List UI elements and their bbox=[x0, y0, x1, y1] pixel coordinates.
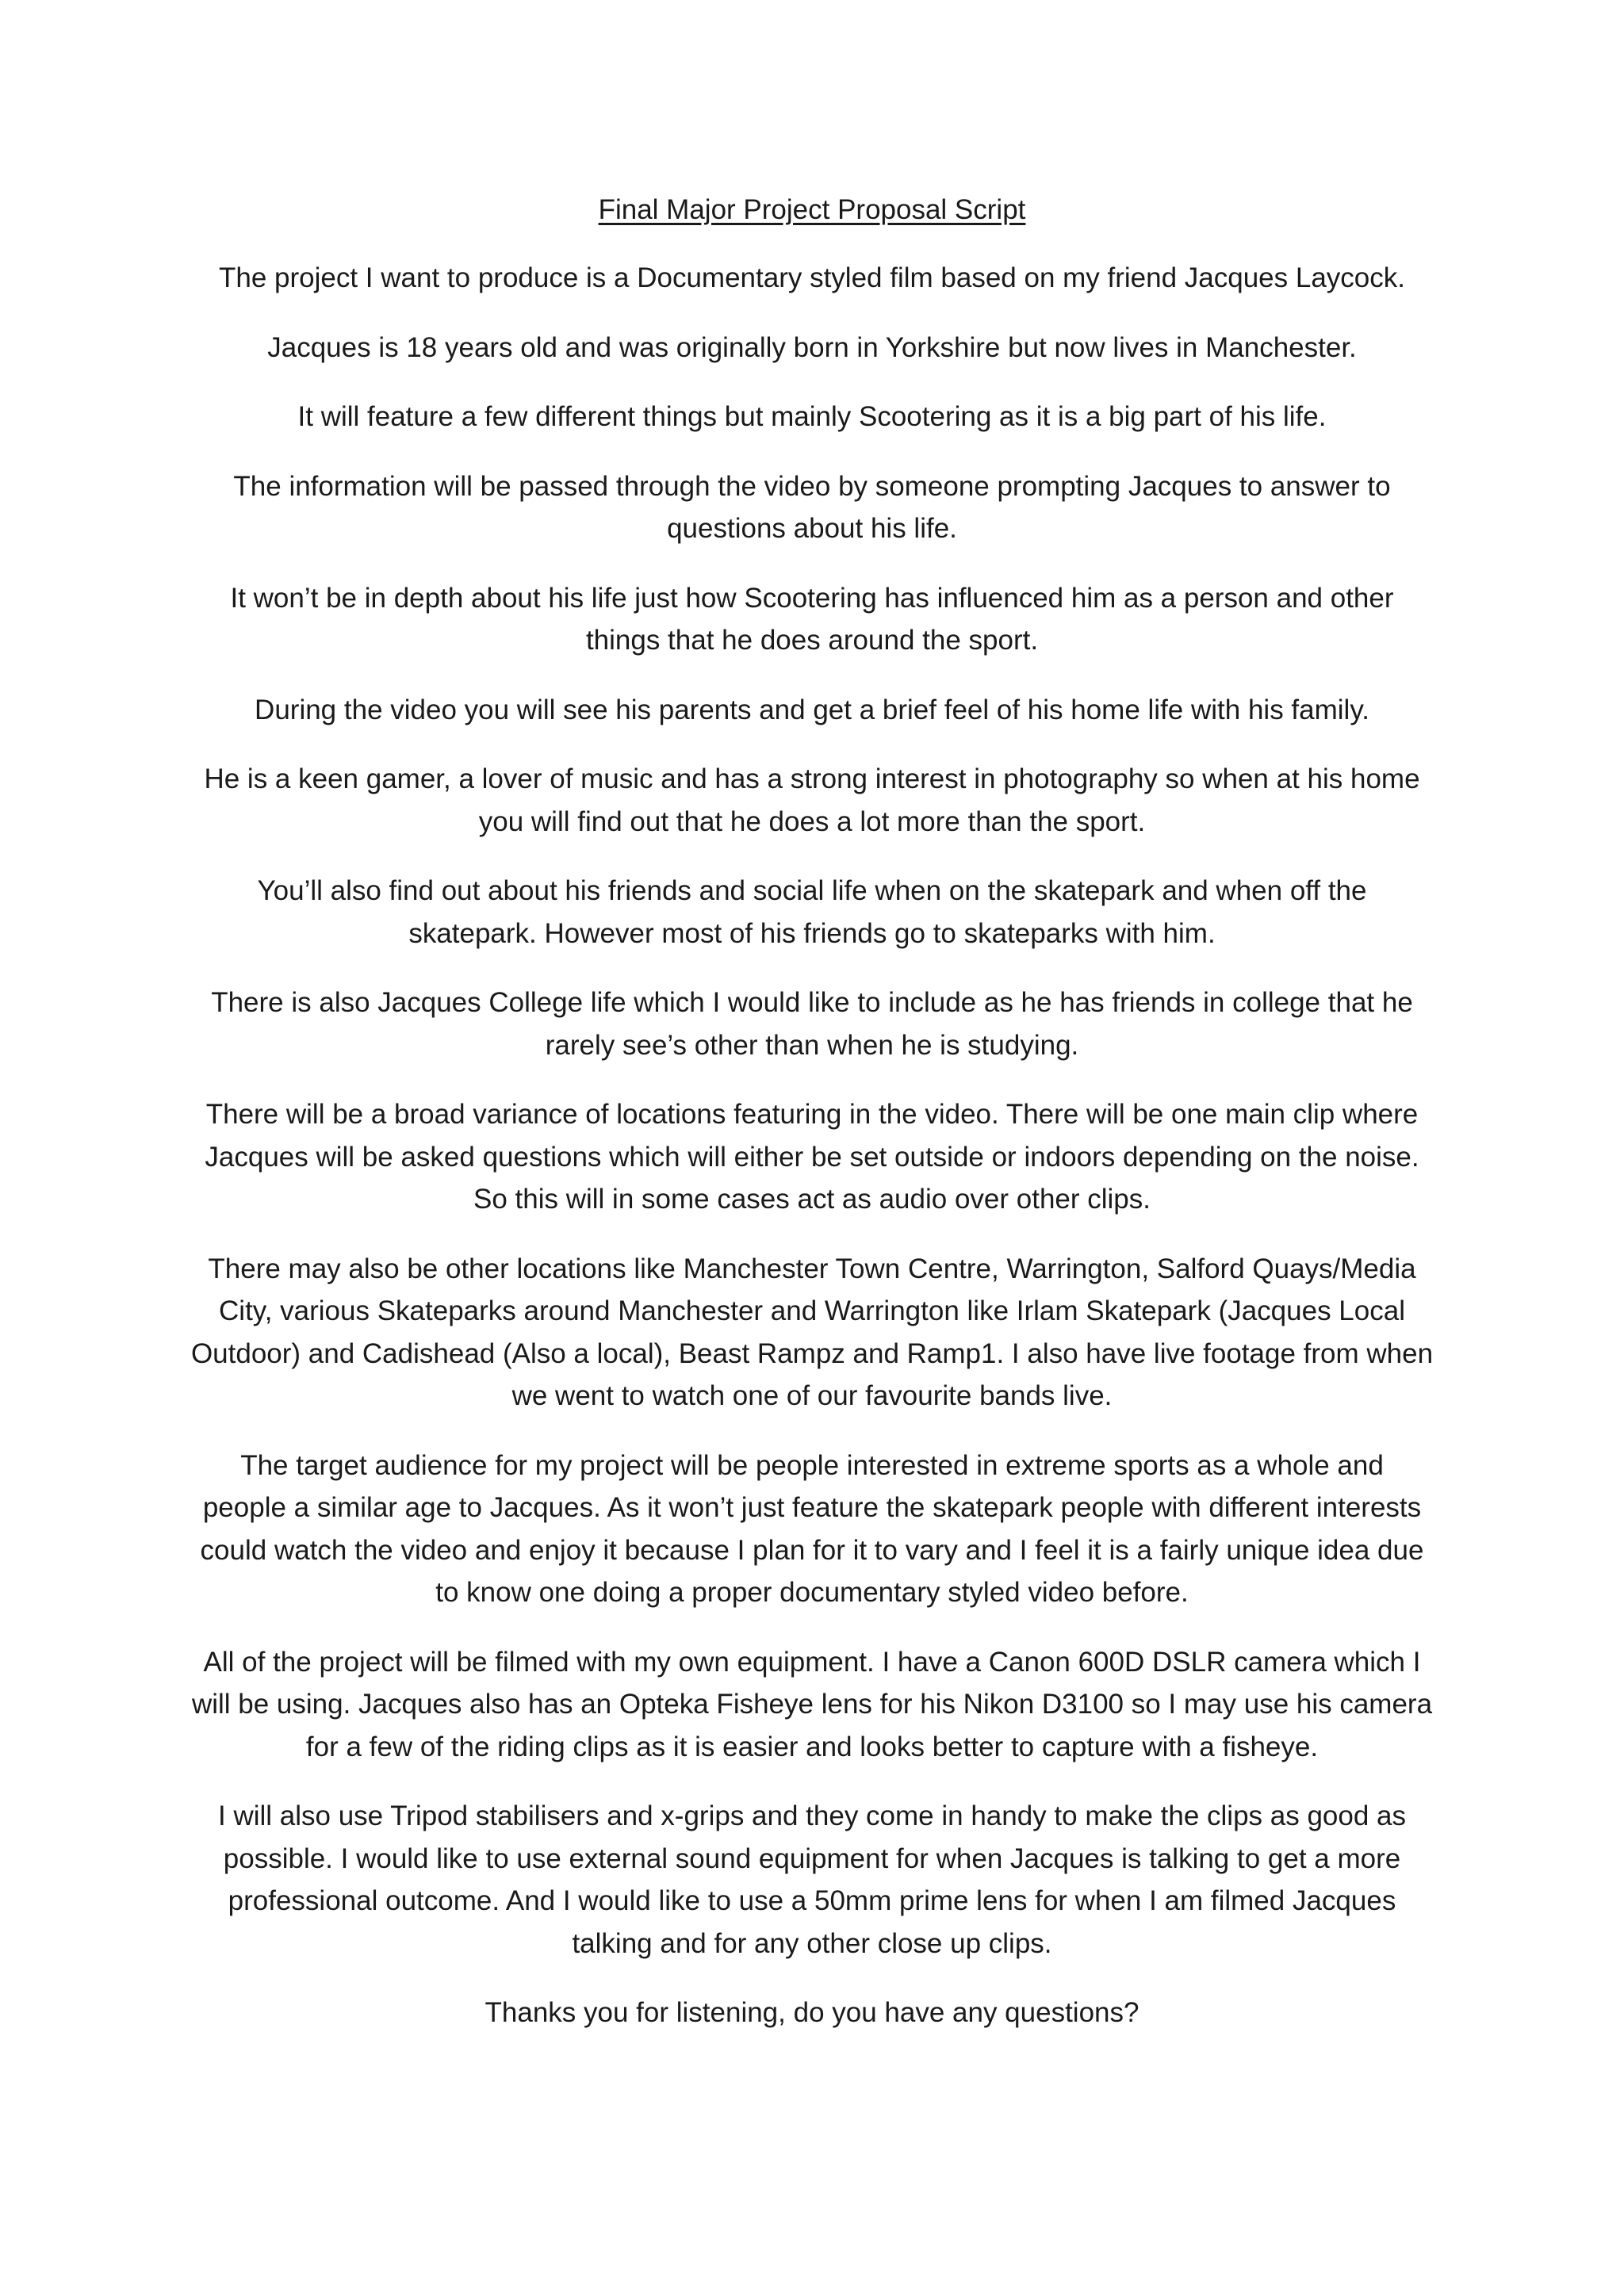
paragraph-line: Thanks you for listening, do you have any questions? bbox=[485, 1997, 1139, 2028]
paragraph bbox=[187, 1641, 1437, 1769]
paragraph-line: people a similar age to Jacques. As it won’t just feature the skatepark people with different interests bbox=[202, 1492, 1422, 1523]
paragraph bbox=[187, 982, 1437, 1066]
paragraph bbox=[187, 1445, 1437, 1614]
paragraph bbox=[187, 577, 1437, 662]
paragraph-line: skatepark. However most of his friends go to skateparks with him. bbox=[408, 917, 1216, 949]
paragraph-line: He is a keen gamer, a lover of music and has a strong interest in photography so when at his home bbox=[204, 763, 1420, 794]
paragraph-line: The project I want to produce is a Documentary styled film based on my friend Jacques Laycock. bbox=[219, 262, 1405, 293]
paragraph-line: could watch the video and enjoy it because I plan for it to vary and I feel it is a fairly unique idea due bbox=[200, 1534, 1424, 1566]
document-body bbox=[187, 189, 1437, 2061]
paragraph bbox=[187, 396, 1437, 438]
paragraph-line: All of the project will be filmed with my own equipment. I have a Canon 600D DSLR camera which I bbox=[203, 1646, 1421, 1678]
paragraph-line: I will also use Tripod stabilisers and x-grips and they come in handy to make the clips as good as bbox=[218, 1800, 1406, 1831]
paragraph-line: Jacques is 18 years old and was originally born in Yorkshire but now lives in Manchester. bbox=[267, 331, 1357, 363]
paragraph-line: for a few of the riding clips as it is easier and looks better to capture with a fisheye. bbox=[305, 1731, 1319, 1762]
paragraph bbox=[187, 327, 1437, 369]
paragraph bbox=[187, 1093, 1437, 1221]
paragraph-line: The target audience for my project will be people interested in extreme sports as a whole and bbox=[240, 1449, 1384, 1481]
paragraph bbox=[187, 1248, 1437, 1418]
paragraph-line: There may also be other locations like Manchester Town Centre, Warrington, Salford Quays/Media bbox=[208, 1253, 1416, 1284]
paragraph-line: will be using. Jacques also has an Opteka Fisheye lens for his Nikon D3100 so I may use his camera bbox=[191, 1689, 1433, 1720]
paragraph-line: professional outcome. And I would like to use a 50mm prime lens for when I am filmed Jacques bbox=[228, 1885, 1396, 1916]
paragraph-line: we went to watch one of our favourite bands live. bbox=[511, 1380, 1113, 1411]
paragraph-line: It won’t be in depth about his life just how Scootering has influenced him as a person and other bbox=[230, 582, 1394, 614]
paragraph-line: There will be a broad variance of locations featuring in the video. There will be one main clip where bbox=[205, 1099, 1419, 1130]
paragraph bbox=[187, 689, 1437, 732]
paragraph-line: So this will in some cases act as audio over other clips. bbox=[473, 1184, 1151, 1215]
paragraph-list bbox=[187, 257, 1437, 2034]
paragraph bbox=[187, 1795, 1437, 1965]
paragraph-line: you will find out that he does a lot more than the sport. bbox=[478, 806, 1146, 837]
paragraph-line: It will feature a few different things but mainly Scootering as it is a big part of his life. bbox=[297, 401, 1327, 432]
paragraph bbox=[187, 1992, 1437, 2034]
paragraph-line: Jacques will be asked questions which will either be set outside or indoors depending on the noise. bbox=[205, 1141, 1419, 1173]
paragraph-line: During the video you will see his parents and get a brief feel of his home life with his family. bbox=[255, 694, 1369, 725]
paragraph-line: There is also Jacques College life which I would like to include as he has friends in college that he bbox=[211, 987, 1413, 1018]
paragraph-line: Outdoor) and Cadishead (Also a local), Beast Rampz and Ramp1. I also have live footage from when bbox=[190, 1337, 1434, 1369]
paragraph bbox=[187, 758, 1437, 843]
paragraph-line: questions about his life. bbox=[667, 513, 957, 544]
paragraph bbox=[187, 870, 1437, 955]
document-title: Final Major Project Proposal Script bbox=[598, 194, 1026, 225]
paragraph bbox=[187, 465, 1437, 550]
paragraph-line: things that he does around the sport. bbox=[585, 625, 1039, 656]
paragraph-line: talking and for any other close up clips. bbox=[572, 1927, 1052, 1959]
paragraph-line: You’ll also find out about his friends and social life when on the skatepark and when off the bbox=[257, 875, 1367, 906]
paragraph bbox=[187, 257, 1437, 300]
paragraph-line: rarely see’s other than when he is studying. bbox=[545, 1029, 1079, 1061]
paragraph-line: The information will be passed through the video by someone prompting Jacques to answer to bbox=[233, 470, 1391, 502]
paragraph-line: to know one doing a proper documentary styled video before. bbox=[435, 1577, 1189, 1608]
paragraph-line: possible. I would like to use external sound equipment for when Jacques is talking to get a more bbox=[223, 1843, 1401, 1874]
paragraph-line: City, various Skateparks around Manchester and Warrington like Irlam Skatepark (Jacques Local bbox=[219, 1295, 1405, 1326]
